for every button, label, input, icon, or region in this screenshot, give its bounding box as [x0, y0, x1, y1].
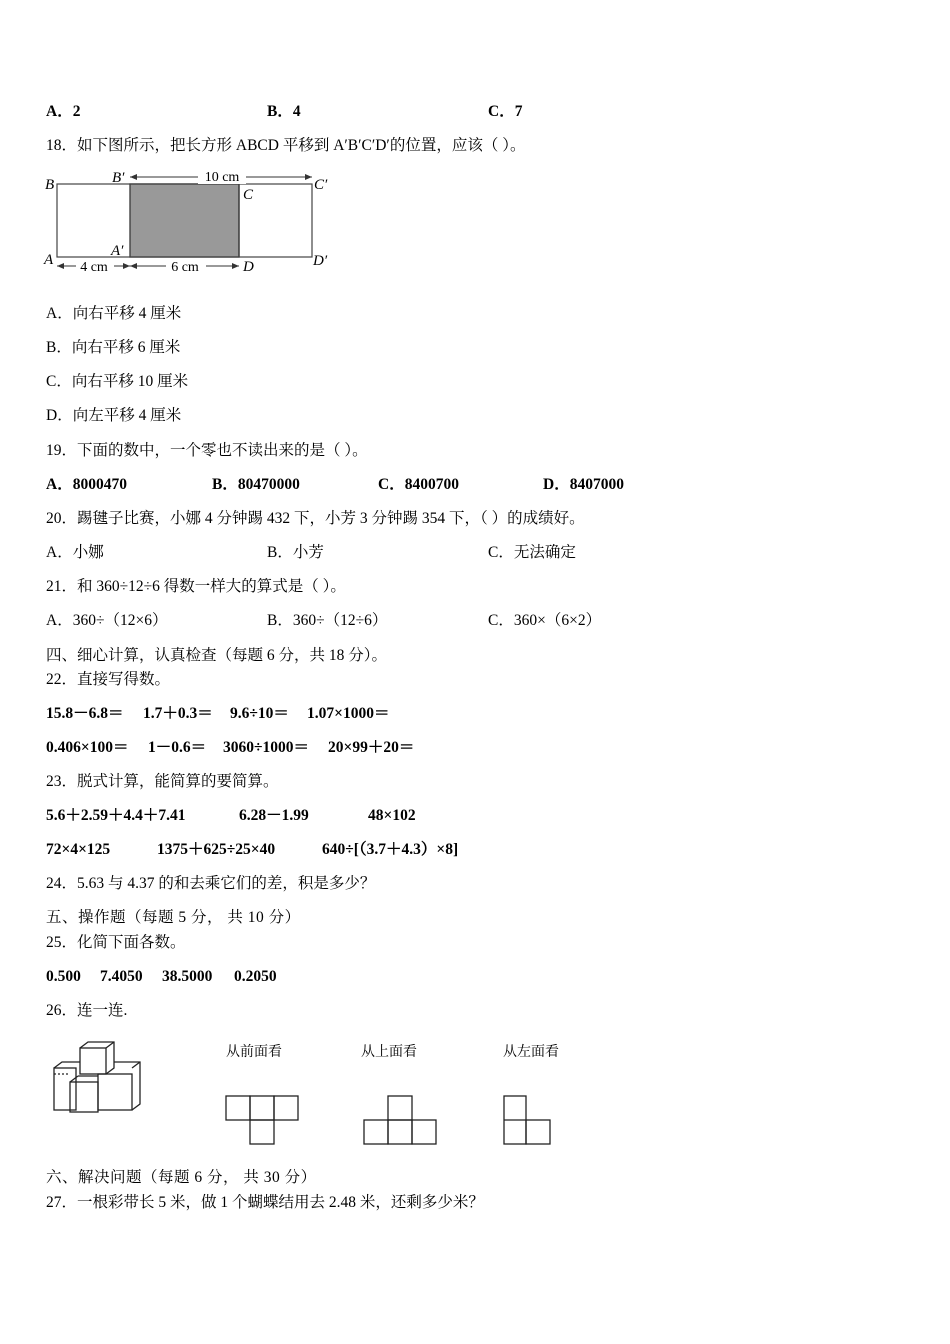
- q27-stem: 27．一根彩带长 5 米，做 1 个蝴蝶结用去 2.48 米，还剩多少米？: [46, 1194, 484, 1211]
- q19-option-b: B．80470000: [212, 476, 300, 493]
- section-4-heading: 四、细心计算，认真检查（每题 6 分，共 18 分）。: [46, 647, 388, 664]
- q23-r2-item-3: 640÷[（3.7＋4.3）×8]: [322, 841, 459, 858]
- label-d: D: [243, 259, 254, 275]
- dim-mid-label: 6 cm: [171, 260, 199, 275]
- q21-option-b: B．360÷（12÷6）: [267, 612, 388, 629]
- q21-stem: 21．和 360÷12÷6 得数一样大的算式是（ ）。: [46, 578, 346, 595]
- dim-top-label: 10 cm: [204, 170, 240, 185]
- q19-option-a: A．8000470: [46, 476, 127, 493]
- q20-option-c: C．无法确定: [488, 544, 576, 561]
- q25-number-4: 0.2050: [234, 968, 277, 985]
- view-front-label: 从前面看: [226, 1044, 282, 1060]
- q22-r2-item-3: 3060÷1000＝: [223, 739, 310, 756]
- q26-stem: 26．连一连.: [46, 1002, 128, 1019]
- q22-r2-item-4: 20×99＋20＝: [328, 739, 415, 756]
- q19-option-d: D．8407000: [543, 476, 624, 493]
- q18-option-d: D．向左平移 4 厘米: [46, 407, 182, 424]
- section-6-heading: 六、解决问题（每题 6 分， 共 30 分）: [46, 1169, 317, 1186]
- q17-option-b: B．4: [267, 103, 301, 120]
- q23-stem: 23．脱式计算，能简算的要简算。: [46, 773, 279, 790]
- q18-translation-figure: [40, 165, 350, 280]
- q21-option-c: C．360×（6×2）: [488, 612, 602, 629]
- q25-number-3: 38.5000: [162, 968, 213, 985]
- q18-option-b: B．向右平移 6 厘米: [46, 339, 181, 356]
- label-c: C: [243, 187, 254, 203]
- q22-r2-item-2: 1－0.6＝: [148, 739, 207, 756]
- q22-stem: 22．直接写得数。: [46, 671, 171, 688]
- q24-stem: 24．5.63 与 4.37 的和去乘它们的差，积是多少？: [46, 875, 376, 892]
- view-left-drawing: [498, 1090, 558, 1150]
- q20-option-b: B．小芳: [267, 544, 324, 561]
- q23-r1-item-1: 5.6＋2.59＋4.4＋7.41: [46, 807, 186, 824]
- q23-r1-item-3: 48×102: [368, 807, 416, 824]
- dim-left-label: 4 cm: [80, 260, 108, 275]
- q25-number-1: 0.500: [46, 968, 81, 985]
- q22-r1-item-2: 1.7＋0.3＝: [143, 705, 213, 722]
- label-d-prime: D′: [313, 253, 328, 269]
- q25-stem: 25．化简下面各数。: [46, 934, 186, 951]
- q18-option-a: A．向右平移 4 厘米: [46, 305, 182, 322]
- q25-number-2: 7.4050: [100, 968, 143, 985]
- q22-r1-item-3: 9.6÷10＝: [230, 705, 289, 722]
- label-a: A: [44, 252, 54, 268]
- label-b-prime: B′: [112, 170, 125, 186]
- q17-option-c: C．7: [488, 103, 523, 120]
- q19-option-c: C．8400700: [378, 476, 459, 493]
- q20-option-a: A．小娜: [46, 544, 104, 561]
- rect-shaded-overlap: [130, 184, 239, 257]
- view-top-label: 从上面看: [361, 1044, 417, 1060]
- q23-r1-item-2: 6.28－1.99: [239, 807, 309, 824]
- q19-stem: 19．下面的数中，一个零也不读出来的是（ ）。: [46, 442, 368, 459]
- q22-r1-item-1: 15.8－6.8＝: [46, 705, 124, 722]
- view-left-label: 从左面看: [503, 1044, 559, 1060]
- view-front-drawing: [220, 1090, 305, 1150]
- q23-r2-item-2: 1375＋625÷25×40: [157, 841, 276, 858]
- view-top-drawing: [358, 1090, 443, 1150]
- label-c-prime: C′: [314, 177, 328, 193]
- q18-stem: 18．如下图所示，把长方形 ABCD 平移到 A′B′C′D′的位置，应该（ ）。: [46, 137, 526, 154]
- q22-r1-item-4: 1.07×1000＝: [307, 705, 390, 722]
- label-a-prime: A′: [111, 243, 124, 259]
- q20-stem: 20．踢毽子比赛，小娜 4 分钟踢 432 下，小芳 3 分钟踢 354 下，（ ）的成绩好。: [46, 510, 585, 527]
- q23-r2-item-1: 72×4×125: [46, 841, 111, 858]
- q18-option-c: C．向右平移 10 厘米: [46, 373, 189, 390]
- q17-option-a: A．2: [46, 103, 81, 120]
- q21-option-a: A．360÷（12×6）: [46, 612, 168, 629]
- q22-r2-item-1: 0.406×100＝: [46, 739, 129, 756]
- label-b: B: [45, 177, 55, 193]
- q26-cube-stack-figure: [50, 1040, 150, 1115]
- section-5-heading: 五、操作题（每题 5 分， 共 10 分）: [46, 909, 301, 926]
